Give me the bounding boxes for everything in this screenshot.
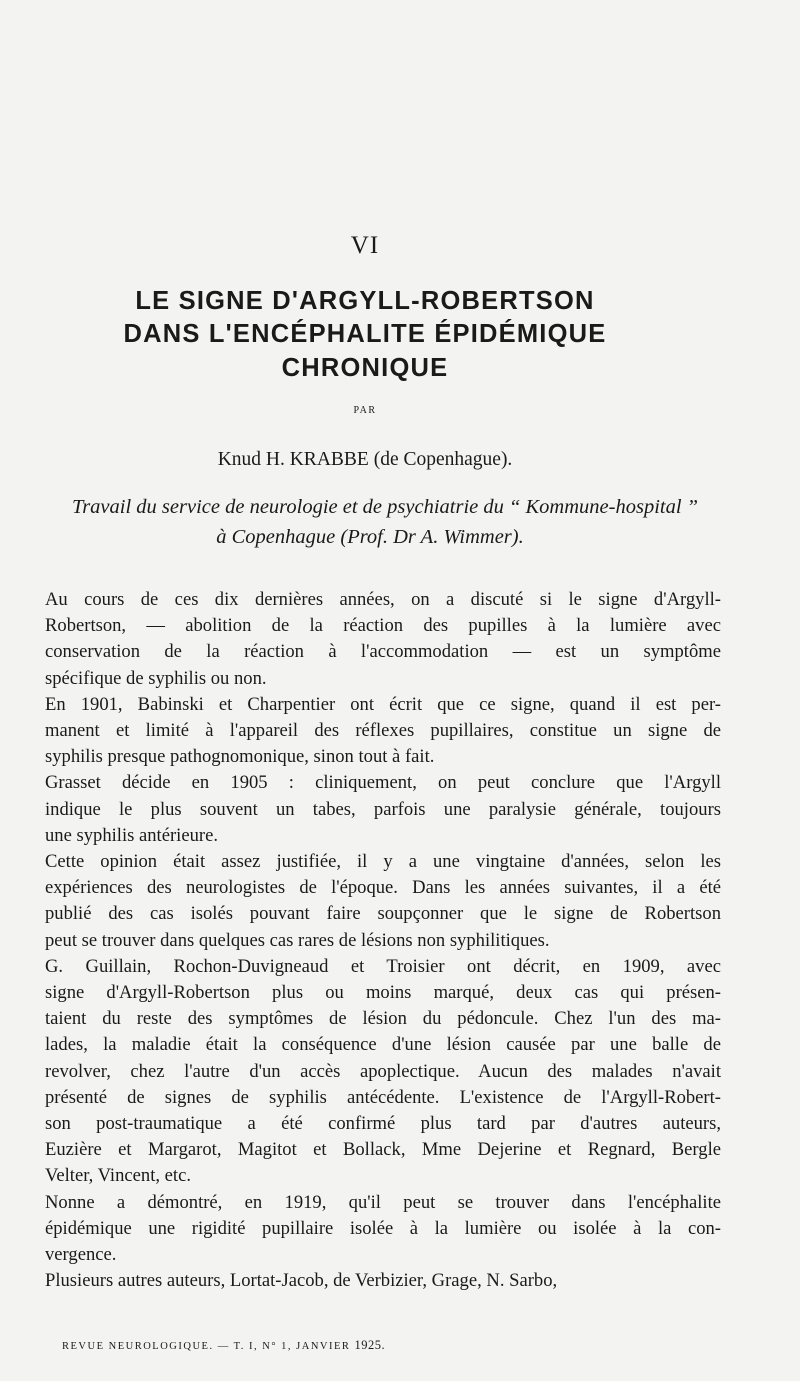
page-footer [62,1338,385,1353]
text-line: peut se trouver dans quelques cas rares de lésions non syphilitiques. [45,929,550,951]
title-line-1: LE SIGNE D'ARGYLL-ROBERTSON [135,287,595,315]
text-line: lades, la maladie était la conséquence d'une lésion causée par une balle de [45,1034,721,1056]
text-line: En 1901, Babinski et Charpentier ont écrit que ce signe, quand il est per- [45,693,721,715]
text-line: publié des cas isolés pouvant faire soupçonner que le signe de Robertson [45,903,721,925]
text-line: spécifique de syphilis ou non. [45,667,267,689]
text-line: conservation de la réaction à l'accommodation — est un symptôme [45,641,721,663]
text-line: vergence. [45,1244,117,1266]
footer-year: 1925. [354,1338,386,1352]
paragraph [45,587,721,692]
text-line: expériences des neurologistes de l'époque. Dans les années suivantes, il a été [45,877,721,899]
title-line-3: CHRONIQUE [281,354,449,382]
text-line: épidémique une rigidité pupillaire isolée à la lumière ou isolée à la con- [45,1217,721,1239]
paragraph [45,954,721,1190]
paragraph [45,770,721,849]
affiliation-line-2: à Copenhague (Prof. Dr A. Wimmer). [216,526,524,548]
text-line: Au cours de ces dix dernières années, on a discuté si le signe d'Argyll- [45,589,721,610]
text-line: une syphilis antérieure. [45,824,218,846]
paragraph [45,1190,721,1269]
text-line: Robertson, — abolition de la réaction des pupilles à la lumière avec [45,615,721,637]
text-line: Cette opinion était assez justifiée, il y a une vingtaine d'années, selon les [45,851,721,873]
paragraph [45,692,721,771]
text-line: Grasset décide en 1905 : cliniquement, on peut conclure que l'Argyll [45,772,721,794]
text-line: Plusieurs autres auteurs, Lortat-Jacob, de Verbizier, Grage, N. Sarbo, [45,1270,558,1292]
paragraph [45,849,721,954]
text-line: manent et limité à l'appareil des réflexes pupillaires, constitue un signe de [45,720,721,742]
title-line-2: DANS L'ENCÉPHALITE ÉPIDÉMIQUE [123,320,607,348]
paragraph [45,1268,721,1294]
text-line: syphilis presque pathognomonique, sinon tout à fait. [45,746,435,768]
text-line: indique le plus souvent un tabes, parfois une paralysie générale, toujours [45,798,721,820]
text-line: G. Guillain, Rochon-Duvigneaud et Troisier ont décrit, en 1909, avec [45,955,721,977]
affiliation-line-1: Travail du service de neurologie et de psychiatrie du “ Kommune-hospital ” [71,496,699,518]
text-line: Velter, Vincent, etc. [45,1165,191,1187]
text-line: Nonne a démontré, en 1919, qu'il peut se trouver dans l'encéphalite [45,1191,721,1213]
author-line: Knud H. KRABBE (de Copenhague). [217,449,513,470]
text-line: taient du reste des symptômes de lésion du pédoncule. Chez l'un des ma- [45,1008,721,1030]
byline-par: PAR [353,405,377,416]
text-line: son post-traumatique a été confirmé plus tard par d'autres auteurs, [45,1113,721,1135]
text-line: présenté de signes de syphilis antécédente. L'existence de l'Argyll-Robert- [45,1086,721,1108]
text-line: Euzière et Margarot, Magitot et Bollack, Mme Dejerine et Regnard, Bergle [45,1139,721,1161]
article-body [45,587,721,1294]
text-line: signe d'Argyll-Robertson plus ou moins marqué, deux cas qui présen- [45,982,721,1004]
footer-journal: REVUE NEUROLOGIQUE. — T. I, N° 1, JANVIER [62,1341,351,1352]
chapter-numeral: VI [350,232,380,259]
text-line: revolver, chez l'autre d'un accès apoplectique. Aucun des malades n'avait [45,1060,721,1082]
